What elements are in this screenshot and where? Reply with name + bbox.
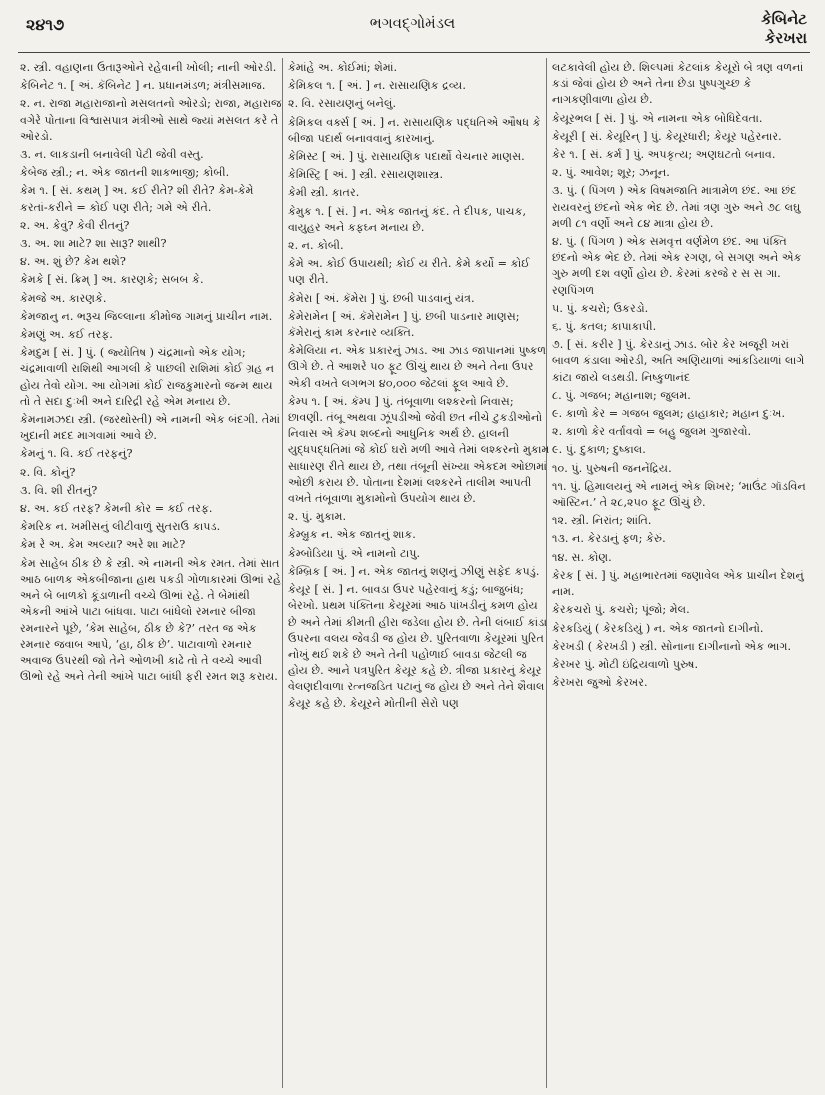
dictionary-entry: કેમે અ. કોઈ ઉપાયથી; કોઈ ય રીતે. કેમે કર્યો = કોઈ પણ રીતે. <box>288 257 530 287</box>
page-header <box>0 0 825 48</box>
dictionary-entry: ૧૧. પું. હિમાલયનું એ નામનું એક શિખર; ‘માઉંટ ગૉડવિન ઑસ્ટિન.’ તે ૨૮,૨૫૦ ફૂટ ઊંચું છે. <box>552 479 806 510</box>
dictionary-entry: કેમનું ૧. વિ. કઈ તરફનું? <box>20 447 133 461</box>
dictionary-entry: ૧૨. સ્ત્રી. નિરાંત; શાંતિ. <box>552 514 652 528</box>
dictionary-entry: કેરક [ સં. ] પું. મહાભારતમાં જણાવેલ એક પ્રાચીન દેશનું નામ. <box>552 568 804 599</box>
dictionary-entry: કેમ ૧. [ સં. કથમ્ ] અ. કઈ રીતે? શી રીતે? કેમ-કેમે કરતાં-કરીને = કોઈ પણ રીતે; ગમે એ રીતે. <box>20 184 254 214</box>
dictionary-entry: કેમ રે અ. કેમ અલ્યા? અરે શા માટે? <box>20 538 186 552</box>
dictionary-entry: ૯. કાળો કેર = ગજબ જુલમ; હાહાકાર; મહાન દુઃખ. <box>552 407 786 421</box>
dictionary-entry: ૨. વિ. રસાયણનું બનેલું. <box>288 97 397 111</box>
dictionary-entry: કેરખર પું. મોટી ઇંદ્રિયવાળો પુરુષ. <box>552 657 699 671</box>
dictionary-entry: ૯. પું. દુકાળ; દુષ્કાલ. <box>552 443 646 457</box>
dictionary-entry: કેમ્બોડિયા પું. એ નામનો ટાપુ. <box>288 546 421 560</box>
dictionary-entry: કેમજાનુ ન. ભરૂચ જિલ્લાના કીમોજ ગામનું પ્રાચીન નામ. <box>20 309 273 323</box>
column-right <box>552 60 810 693</box>
dictionary-entry: કેમ સાહેબ ઠીક છે કે સ્ત્રી. એ નામની એક રમત. તેમાં સાત આઠ બાળક એકબીજાના હાથ પકડી ગોળાકારમાં ઊભાં રહે અને બે બાળકો કૂંડાળાની વચ્ચે ઊભાં રહે. તે બેમાંથી એકની આંખે પાટા બાંધવા. પાટા બાંધેલો રમનાર બીજા રમનારને પૂછે, ‘કેમ સાહેબ, ઠીક છે કે?’ તરત જ એક રમનાર જવાબ આપે, ‘હા, ઠીક છે’. પાટાવાળો રમનાર અવાજ ઉપરથી જો તેને ઓળખી કાઢે તો તે વચ્ચે આવી ઊભો રહે અને તેની આંખે પાટા બાંધી ફરી રમત શરૂ કરાય. <box>20 556 282 684</box>
dictionary-entry: કેમેરામેન [ અં. કૅમેરામેન ] પું. છબી પાડનાર માણસ; કૅમેરાનું કામ કરનાર વ્યક્તિ. <box>288 309 520 340</box>
dictionary-entry: કેમદુમ [ સં. ] પું. ( જ્યોતિષ ) ચંદ્રમાનો એક યોગ; ચંદ્રમાવાળી રાશિથી આગલી કે પાછલી રાશિમાં કોઈ ગ્રહ ન હોય તેવો યોગ. આ યોગમાં કોઈ રાજકુમારનો જન્મ થાય તો તે સદા દુઃખી અને દારિદ્રી રહે એમ મનાય છે. <box>20 346 275 408</box>
dictionary-entry: કેરખડી ( કેરખડી ) સ્ત્રી. સોનાના દાગીનાનો એક ભાગ. <box>552 639 792 653</box>
dictionary-entry: કેયૂરભલ [ સં. ] પું. એ નામના એક બોધિદેવતા. <box>552 111 763 125</box>
dictionary-entry: કેમેરા [ અં. કૅમેરા ] પું. છબી પાડવાનું યંત્ર. <box>288 291 475 305</box>
dictionary-entry: ૧૦. પું. પુરુષની જનનેંદ્રિય. <box>552 461 672 475</box>
dictionary-entry: કેમિકલ વર્ક્સ [ અં. ] ન. રાસાયણિક પદ્ધતિએ ઔષધ કે બીજા પદાર્થ બનાવવાનું કારખાનું. <box>288 115 541 145</box>
guide-word-last: કેરખરા <box>764 29 807 47</box>
dictionary-entry: ૨. ન. રાજા મહારાજાનો મસલતનો ઓરડો; રાજા, મહારાજ વગેરે પોતાના વિશ્વાસપાત્ર મંત્રીઓ સાથે જ્યાં મસલત કરે તે ઓરડો. <box>20 97 282 143</box>
dictionary-entry: ૨. કાળો કેર વર્તાવવો = બહુ જુલમ ગુજારવો. <box>552 425 752 439</box>
dictionary-entry: કેરકડિયું ( કેરકડિયું ) ન. એક જાતનો દાગીનો. <box>552 621 764 635</box>
dictionary-entry: ૩. વિ. શી રીતનું? <box>20 483 98 497</box>
dictionary-entry: કેમિસ્ટ્રિ [ અં. ] સ્ત્રી. રસાયણશાસ્ત્ર. <box>288 168 443 182</box>
dictionary-entry: લટકાવેલી હોય છે. શિલ્પમાં કેટલાંક કેયૂરો બે ત્રણ વળનાં કડાં જેવાં હોય છે અને તેના છેડા પુષ્પગુચ્છ કે નાગકણીવાળા હોય છે. <box>552 61 804 107</box>
guide-words <box>761 10 807 48</box>
column-divider <box>282 58 283 1088</box>
guide-word-first: કેબિનેટ <box>761 10 807 28</box>
dictionary-entry: ૨. સ્ત્રી. વહાણના ઉતારૂઓને રહેવાની ખોલી; નાની ઓરડી. <box>20 61 277 74</box>
dictionary-entry: કેમિસ્ટ [ અં. ] પું. રાસાયણિક પદાર્થો વેચનાર માણસ. <box>288 150 525 164</box>
dictionary-entry: કેમનામઝદા સ્ત્રી. (જરથોસ્તી) એ નામની એક બંદગી. તેમાં ખુદાની મદદ માગવામાં આવે છે. <box>20 413 280 443</box>
dictionary-entry: કેમણું અ. કઈ તરફ. <box>20 328 113 342</box>
dictionary-entry: ૬. પું. કતલ; કાપાકાપી. <box>552 320 657 334</box>
dictionary-entry: ૩. ન. લાકડાની બનાવેલી પેટી જેવી વસ્તુ. <box>20 148 204 162</box>
dictionary-entry: ૧૪. સ. કોણ. <box>552 550 612 564</box>
dictionary-entry: કેમ્બ્રુક ન. એક જાતનું શાક. <box>288 528 416 542</box>
dictionary-entry: ૭. [ સં. કરીર ] પું. કેરડાનું ઝાડ. બોર કેર ખજૂરી ખરાં બાવળ કંડાલા ઓરડી, અતિ અણિયાળાં આંકડિયાળાં લાગે કાંટા જાયે લડથડી. નિષ્કુળાનંદ <box>552 338 805 384</box>
dictionary-entry: ૨. ન. કોબી. <box>288 239 344 253</box>
dictionary-entry: કેયૂર [ સં. ] ન. બાવડા ઉપર પહેરવાનું કડું; બાજુબંધ; બેરખો. પ્રથમ પંક્તિના કેયૂરમાં આઠ પાંખડીનું કમળ હોય છે અને તેમાં કીમતી હીરા જડેલા હોય છે. તેની લંબાઈ કાંડા ઉપરના વલય જેવડી જ હોય છે. પુરિતવાળા કેયૂરમાં પુરિત નોખું થઈ શકે છે અને તેની પહોળાઈ બાવડા જેટલી જ હોય છે. આને પત્રપુરિત કેયૂર કહે છે. ત્રીજા પ્રકારનું કેયૂર વેલણદીવાળા રત્નજડિત પટાનું જ હોય છે અને તેને શૈવાલ કેયૂર કહે છે. કેયૂરને મોતીની સેરો પણ <box>288 583 548 710</box>
dictionary-entry: કેમ્પ ૧. [ અં. કૅમ્પ ] પું. તંબૂવાળા લશ્કરનો નિવાસ; છાવણી. તંબૂ અથવા ઝૂંપડીઓ જેવી છત નીચે ટુકડીઓનો નિવાસ એ કૅમ્પ શબ્દનો આધુનિક અર્થ છે. હાલની યુદ્ધપદ્ધતિમાં જે કોઈ ઘરો મળી આવે તેમાં લશ્કરનો મુકામ સાધારણ રીતે થાય છે, તથા તંબૂની સંખ્યા એકદમ ઓછામાં ઓછી કરાય છે. પોતાના દેશમાં લશ્કરને તાલીમ આપતી વખતે તંબૂવાળા મુકામોનો ઉપયોગ થાય છે. <box>288 394 550 506</box>
dictionary-entry: કેમકે [ સં. ક્રિમ્ ] અ. કારણકે; સબબ કે. <box>20 273 204 287</box>
dictionary-entry: ૨. અ. કેવું? કેવી રીતનું? <box>20 218 130 232</box>
dictionary-entry: ૩. અ. શા માટે? શા સારૂ? શાથી? <box>20 237 167 251</box>
dictionary-entry: કેમિકલ ૧. [ અં. ] ન. રાસાયણિક દ્રવ્ય. <box>288 79 466 93</box>
dictionary-entry: કેમાંહે અ. કોઈમાં; શેમાં. <box>288 61 398 74</box>
dictionary-entry: કેમ્બ્રિક [ અં. ] ન. એક જાતનું શણનું ઝીણું સફેદ કપડું. <box>288 564 540 578</box>
dictionary-entry: ૪. અ. કઈ તરફ? કેમની કોર = કઈ તરફ. <box>20 502 213 516</box>
dictionary-entry: કેમી સ્ત્રી. કાતર. <box>288 186 360 200</box>
dictionary-entry: કેર ૧. [ સં. કર્મ ] પું. અપકૃત્ય; અણઘટતો બનાવ. <box>552 148 776 162</box>
dictionary-entry: કેરકચરો પું. કચરો; પૂંજો; મેલ. <box>552 603 690 617</box>
dictionary-entry: કેયૂરી [ સં. કેયૂરિન્ ] પું. કેયૂરધારી; કેયૂર પહેરનાર. <box>552 129 782 143</box>
dictionary-entry: ૫. પું. કચરો; ઉકરડો. <box>552 301 649 315</box>
dictionary-entry: કેરખરા જુઓ કેરખર. <box>552 676 648 690</box>
dictionary-entry: ૪. અ. શું છે? કેમ થશે? <box>20 255 126 269</box>
dictionary-entry: ૮. પું. ગજબ; મહાનાશ; જુલમ. <box>552 388 691 402</box>
dictionary-entry: કેમજે અ. કારણકે. <box>20 291 107 305</box>
header-rule <box>18 52 810 53</box>
dictionary-entry: ૧૩. ન. કેરડાનું ફળ; કેરું. <box>552 532 666 546</box>
dictionary-entry: ૨. વિ. કોનું? <box>20 465 76 479</box>
page-title: ભગવદ્ગોમંડલ <box>369 14 456 32</box>
dictionary-entry: ૪. પું. ( પિંગળ ) એક સમવૃત્ત વર્ણમેળ છંદ. આ પંક્તિ છંદનો એક ભેદ છે. તેમાં એક રગણ, બે સગણ અને એક ગુરુ મળી દશ વર્ણો હોય છે. કેરમાં કરજે ર સ સ ગા. રણપિંગળ <box>552 235 802 297</box>
page-number: ૨૪૧૭ <box>26 15 65 34</box>
dictionary-entry: કેમુક ૧. [ સં. ] ન. એક જાતનું કંદ. તે દીપક, પાચક, વાયુહર અને કફઘ્ન મનાય છે. <box>288 204 527 234</box>
dictionary-entry: કેમેલિયા ન. એક પ્રકારનું ઝાડ. આ ઝાડ જાપાનમાં પુષ્કળ ઊગે છે. તે આશરે ૫૦ ફૂટ ઊંચું થાય છે અને તેના ઉપર એકી વખતે લગભગ ૪૦,૦૦૦ જેટલાં ફૂલ આવે છે. <box>288 344 547 390</box>
dictionary-entry: કેમરિક ન. ખમીસનું લીટીવાળું સુતરાઉ કાપડ. <box>20 520 221 534</box>
dictionary-entry: ૩. પું. ( પિંગળ ) એક વિષમજાતિ માત્રામેળ છંદ. આ છંદ રાયવરનું છંદનો એક ભેદ છે. તેમાં ત્રણ ગુરુ અને ૭૮ લઘુ મળી ૮૧ વર્ણો અને ૮૪ માત્રા હોય છે. <box>552 184 801 230</box>
dictionary-entry: કેબિનેટ ૧. [ અં. કૅબિનેટ ] ન. પ્રધાનમંડળ; મંત્રીસમાજ. <box>20 79 266 93</box>
dictionary-entry: ૨. પું. આવેશ; શૂર; ઝનૂન. <box>552 166 670 180</box>
column-middle <box>288 60 550 714</box>
dictionary-entry: કેબેજ સ્ત્રી.; ન. એક જાતની શાકભાજી; કોબી. <box>20 166 230 180</box>
column-left <box>20 60 282 687</box>
dictionary-entry: ૨. પું. મુકામ. <box>288 510 347 524</box>
